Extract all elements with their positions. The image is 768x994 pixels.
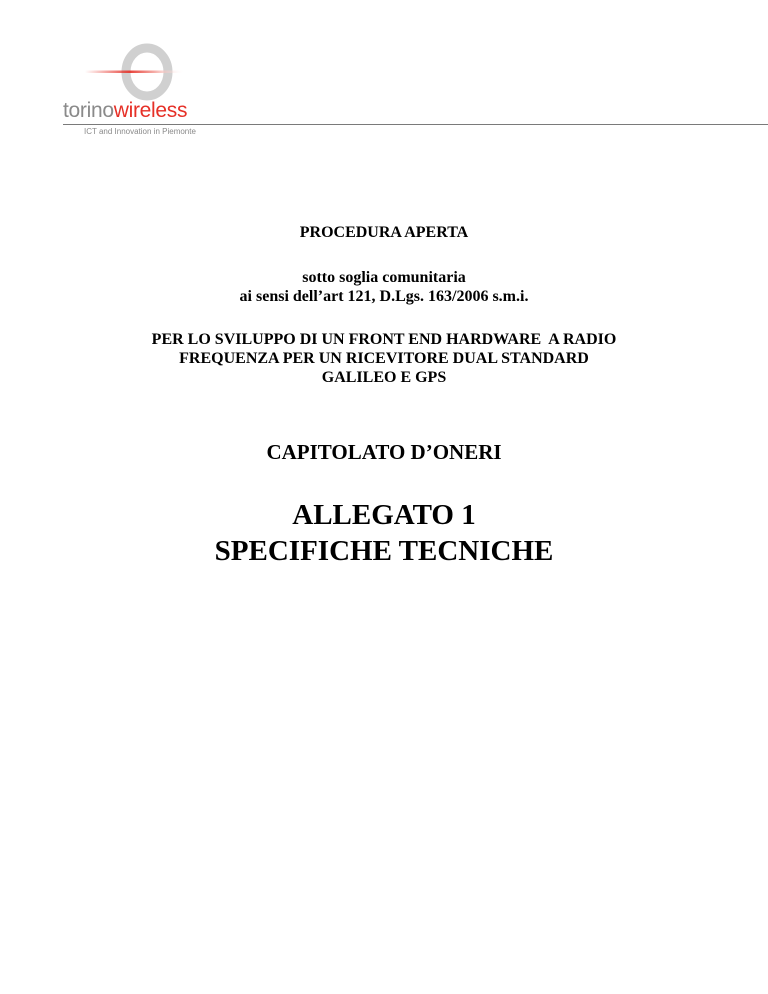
object-line-2: FREQUENZA PER UN RICEVITORE DUAL STANDARD xyxy=(179,350,589,367)
logo-word-torino: torino xyxy=(63,99,114,122)
logo-word-wireless: wireless xyxy=(113,99,188,122)
logo-tagline: ICT and Innovation in Piemonte xyxy=(84,127,196,136)
capitolato-heading: CAPITOLATO D’ONERI xyxy=(266,440,502,464)
annex-line-2: SPECIFICHE TECNICHE xyxy=(214,535,554,567)
torino-wireless-logo-icon xyxy=(85,42,185,104)
annex-line-1: ALLEGATO 1 xyxy=(292,499,476,531)
object-line-3: GALILEO E GPS xyxy=(321,369,447,386)
object-line-1: PER LO SVILUPPO DI UN FRONT END HARDWARE A RADIO xyxy=(151,331,617,348)
legal-line-2: ai sensi dell’art 121, D.Lgs. 163/2006 s.m.i. xyxy=(239,288,529,305)
legal-line-1: sotto soglia comunitaria xyxy=(302,269,466,286)
annex-title xyxy=(0,497,768,569)
logo-wordmark xyxy=(63,99,187,123)
procedure-title: PROCEDURA APERTA xyxy=(299,224,469,241)
page-header xyxy=(0,0,768,145)
legal-reference xyxy=(0,268,768,306)
procurement-object xyxy=(0,330,768,387)
header-divider xyxy=(63,124,768,125)
